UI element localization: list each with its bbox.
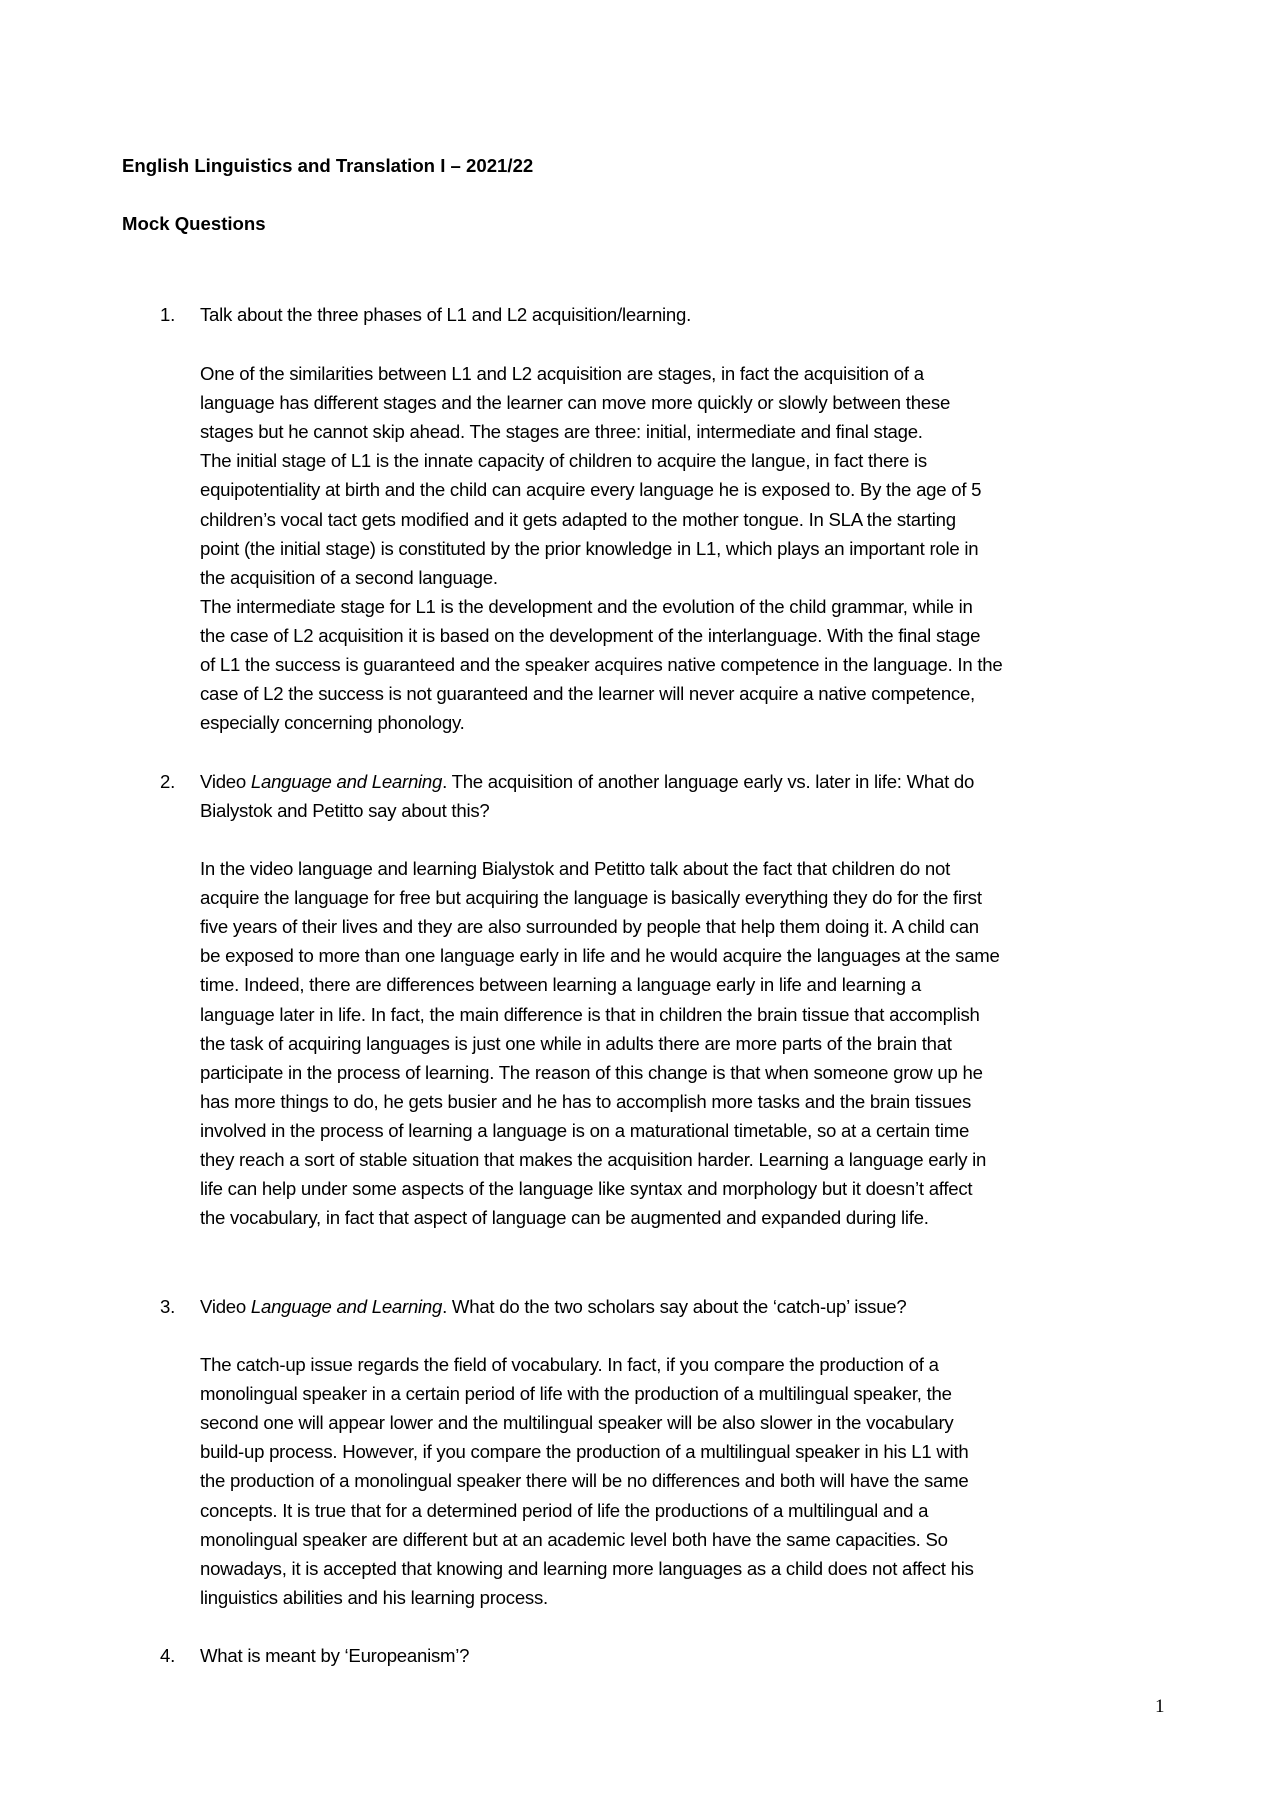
- answer-line: case of L2 the success is not guaranteed and the learner will never acquire a native competence,: [200, 683, 975, 705]
- heading-text: . The acquisition of another language early vs. later in life: What do: [442, 771, 975, 792]
- page-number: 1: [1155, 1696, 1165, 1717]
- answer-line: the task of acquiring languages is just one while in adults there are more parts of the brain that: [200, 1032, 952, 1054]
- answer-line: point (the initial stage) is constituted by the prior knowledge in L1, which plays an important role in: [200, 537, 979, 559]
- answer-line: the acquisition of a second language.: [200, 566, 498, 588]
- answer-line: they reach a sort of stable situation that makes the acquisition harder. Learning a language early in: [200, 1149, 987, 1170]
- answer-line: The intermediate stage for L1 is the development and the evolution of the child grammar, while in: [200, 595, 973, 617]
- answer-line: involved in the process of learning a language is on a maturational timetable, so at a certain time: [200, 1119, 970, 1141]
- video-title: Language and Learning: [250, 1296, 443, 1317]
- heading-text: Video: [200, 771, 251, 792]
- answer-line: build-up process. However, if you compare the production of a multilingual speaker in his L1 with: [200, 1441, 969, 1463]
- heading-text: Bialystok and Petitto say about this?: [200, 800, 490, 822]
- answer-line: stages but he cannot skip ahead. The stages are three: initial, intermediate and final stage.: [200, 421, 923, 443]
- question-heading: [200, 1292, 906, 1321]
- answer-line: In the video language and learning Bialystok and Petitto talk about the fact that children do not: [200, 858, 950, 879]
- answer-line: the vocabulary, in fact that aspect of language can be augmented and expanded during life.: [200, 1207, 929, 1229]
- answer-line: the production of a monolingual speaker there will be no differences and both will have the same: [200, 1470, 969, 1492]
- question-heading: [200, 300, 691, 329]
- answer-line: language has different stages and the learner can move more quickly or slowly between these: [200, 392, 951, 414]
- answer-line: The catch-up issue regards the field of vocabulary. In fact, if you compare the production of a: [200, 1354, 939, 1375]
- answer-line: has more things to do, he gets busier and he has to accomplish more tasks and the brain tissues: [200, 1090, 972, 1112]
- answer-line: children’s vocal tact gets modified and it gets adapted to the mother tongue. In SLA the starting: [200, 508, 956, 530]
- answer-line: monolingual speaker in a certain period of life with the production of a multilingual speaker, the: [200, 1383, 952, 1405]
- answer-line: five years of their lives and they are also surrounded by people that help them doing it. A child can: [200, 916, 979, 938]
- answer-line: concepts. It is true that for a determined period of life the productions of a multilingual and a: [200, 1499, 929, 1521]
- answer-line: acquire the language for free but acquiring the language is basically everything they do for the first: [200, 887, 982, 909]
- heading-text: Video: [200, 1296, 251, 1317]
- answer-line: life can help under some aspects of the language like syntax and morphology but it doesn’t affect: [200, 1178, 973, 1200]
- heading-text: Talk about the three phases of L1 and L2 acquisition/learning.: [200, 304, 692, 325]
- answer-line: The initial stage of L1 is the innate capacity of children to acquire the langue, in fact there is: [200, 450, 927, 472]
- question-number: 1.: [160, 304, 176, 325]
- answer-line: of L1 the success is guaranteed and the speaker acquires native competence in the language. In the: [200, 654, 1003, 675]
- document-title: English Linguistics and Translation I – 2021/22: [122, 155, 534, 176]
- answer-line: equipotentiality at birth and the child can acquire every language he is exposed to. By the age of 5: [200, 479, 982, 501]
- answer-line: linguistics abilities and his learning process.: [200, 1586, 548, 1608]
- document-subtitle: Mock Questions: [122, 213, 266, 234]
- answer-line: participate in the process of learning. The reason of this change is that when someone grow up he: [200, 1061, 983, 1083]
- heading-text: What is meant by ‘Europeanism’?: [200, 1645, 470, 1666]
- answer-line: be exposed to more than one language early in life and he would acquire the languages at the same: [200, 945, 1000, 967]
- answer-line: especially concerning phonology.: [200, 712, 465, 734]
- video-title: Language and Learning: [250, 771, 443, 792]
- heading-text: . What do the two scholars say about the ‘catch-up’ issue?: [442, 1296, 907, 1317]
- answer-line: nowadays, it is accepted that knowing and learning more languages as a child does not affect his: [200, 1557, 974, 1579]
- answer-line: the case of L2 acquisition it is based on the development of the interlanguage. With the final stage: [200, 624, 981, 646]
- answer-line: monolingual speaker are different but at an academic level both have the same capacities. So: [200, 1528, 948, 1550]
- answer-line: second one will appear lower and the multilingual speaker will be also slower in the vocabulary: [200, 1412, 954, 1434]
- question-number: 4.: [160, 1645, 176, 1666]
- question-number: 3.: [160, 1296, 176, 1317]
- question-heading: [200, 1641, 469, 1670]
- question-heading: [200, 796, 489, 825]
- answer-line: time. Indeed, there are differences between learning a language early in life and learning a: [200, 974, 921, 996]
- answer-line: language later in life. In fact, the main difference is that in children the brain tissue that accomplish: [200, 1003, 980, 1025]
- question-heading: [200, 767, 974, 796]
- question-number: 2.: [160, 771, 176, 792]
- answer-line: One of the similarities between L1 and L2 acquisition are stages, in fact the acquisition of a: [200, 363, 924, 384]
